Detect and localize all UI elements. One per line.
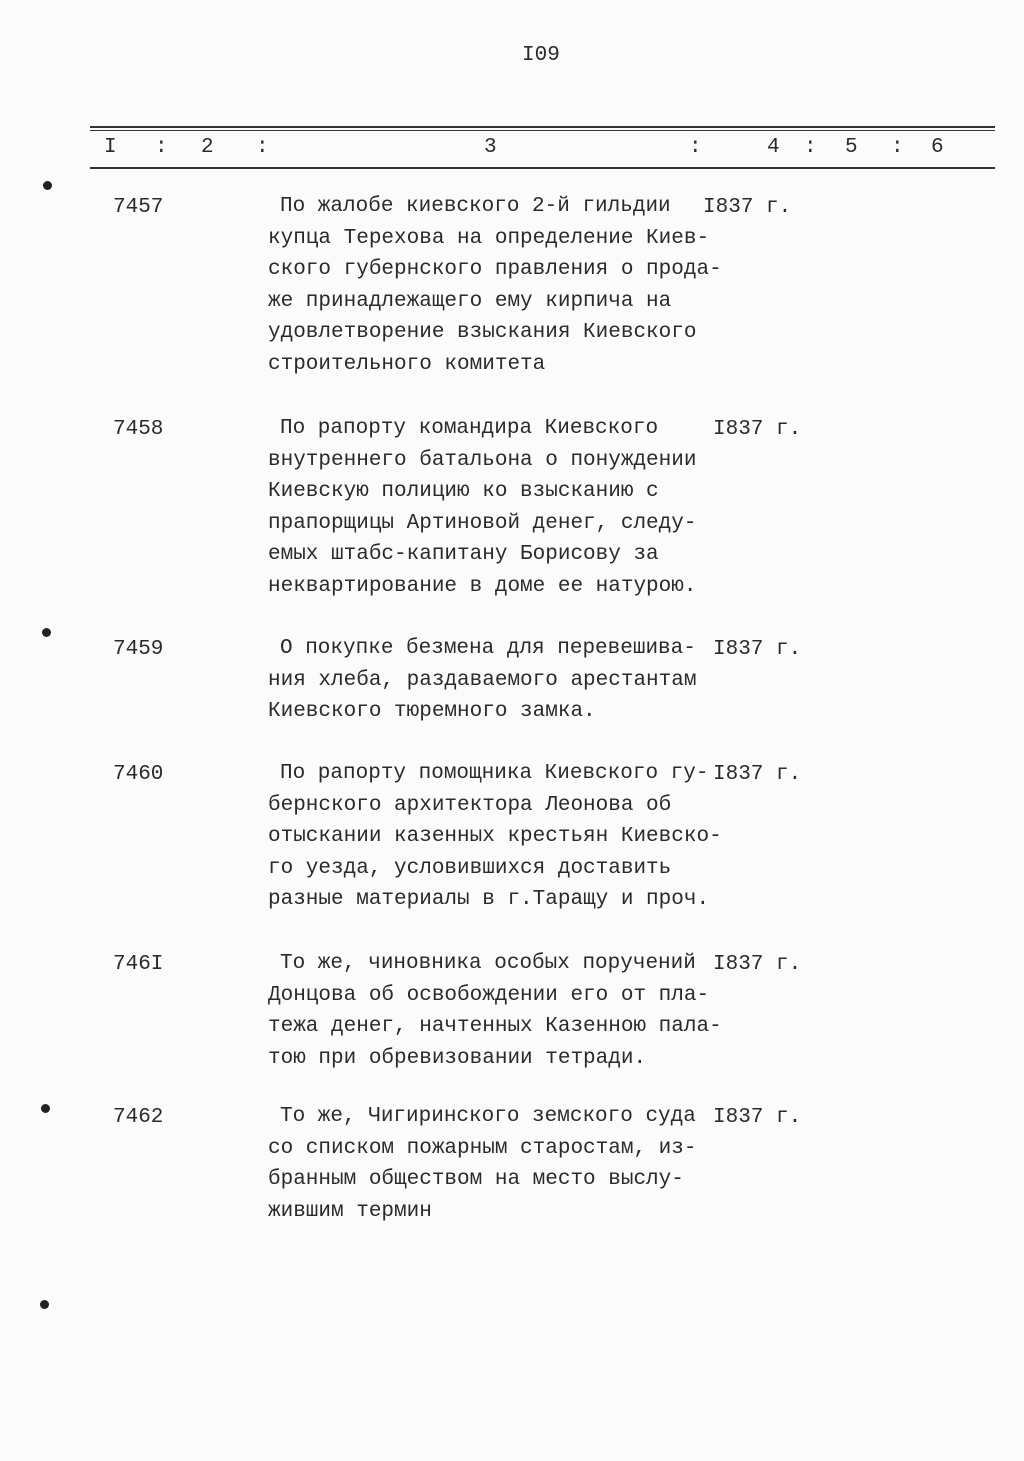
entry-number: 7460	[113, 763, 164, 786]
col-1-header: I	[104, 136, 117, 159]
entry-text-line: бранным обществом на место выслу-	[268, 1168, 684, 1191]
col-4-header: 4	[767, 136, 780, 159]
header-bottom-rule	[90, 167, 995, 169]
col-6-header: 6	[931, 136, 944, 159]
entry-number: 7462	[113, 1106, 164, 1129]
entry-year: I837 г.	[713, 638, 802, 661]
entry-text-line: же принадлежащего ему кирпича на	[268, 289, 672, 313]
entry-text-line: разные материалы в г.Таращу и проч.	[268, 888, 710, 911]
entry-text-line: строительного комитета	[268, 352, 546, 376]
entry-text-line: По жалобе киевского 2-й гильдии	[280, 195, 671, 218]
punch-hole	[40, 1300, 49, 1309]
entry-text-line: ния хлеба, раздаваемого арестантам	[268, 668, 697, 692]
entry-year: I837 г.	[713, 1106, 802, 1129]
entry-text-line: го уезда, условившихся доставить	[268, 856, 672, 880]
entry-text-line: жившим термин	[268, 1199, 432, 1223]
col-sep: :	[256, 136, 269, 159]
entry-text-line: отыскании казенных крестьян Киевско-	[268, 825, 722, 848]
entry-text-line: Киевскую полицию ко взысканию с	[268, 480, 659, 503]
entry-number: 746I	[113, 953, 164, 976]
entry-text-line: тежа денег, начтенных Казенною пала-	[268, 1015, 722, 1038]
entry-number: 7459	[113, 638, 164, 661]
entry-text-line: По рапорту помощника Киевского гу-	[280, 762, 709, 785]
entry-year: I837 г.	[713, 953, 802, 976]
col-sep: :	[891, 136, 904, 159]
entry-year: I837 г.	[713, 418, 802, 441]
entry-text-line: Киевского тюремного замка.	[268, 700, 596, 723]
punch-hole	[43, 181, 52, 190]
entry-text-line: То же, чиновника особых поручений	[280, 952, 696, 975]
entry-text-line: ского губернского правления о прода-	[268, 258, 722, 281]
col-3-header: 3	[484, 136, 497, 159]
col-sep: :	[804, 136, 817, 159]
entry-text-line: прапорщицы Артиновой денег, следу-	[268, 511, 697, 535]
entry-text-line: То же, Чигиринского земского суда	[280, 1105, 696, 1128]
entry-text-line: По рапорту командира Киевского	[280, 417, 659, 440]
entry-text-line: неквартирование в доме ее натурою.	[268, 574, 697, 598]
entry-text-line: тою при обревизовании тетради.	[268, 1046, 647, 1070]
col-sep: :	[155, 136, 168, 159]
punch-hole	[41, 1104, 50, 1113]
entry-text-line: внутреннего батальона о понуждении	[268, 448, 697, 472]
entry-text-line: О покупке безмена для перевешива-	[280, 637, 696, 660]
entry-text-line: Донцова об освобождении его от пла-	[268, 983, 710, 1007]
entry-text-line: емых штабс-капитану Борисову за	[268, 543, 659, 566]
punch-hole	[42, 628, 51, 637]
entry-year: I837 г.	[703, 196, 792, 219]
entry-number: 7457	[113, 196, 164, 219]
page-number: I09	[522, 44, 560, 67]
header-top-rule	[90, 126, 995, 128]
entry-text-line: бернского архитектора Леонова об	[268, 793, 672, 817]
entry-text-line: со списком пожарным старостам, из-	[268, 1136, 697, 1160]
entry-number: 7458	[113, 418, 164, 441]
entry-text-line: удовлетворение взыскания Киевского	[268, 321, 697, 344]
header-top-rule-2	[90, 130, 995, 131]
col-sep: :	[689, 136, 702, 159]
entry-text-line: купца Терехова на определение Киев-	[268, 226, 710, 250]
col-5-header: 5	[845, 136, 858, 159]
col-2-header: 2	[201, 136, 214, 159]
entry-year: I837 г.	[713, 763, 802, 786]
